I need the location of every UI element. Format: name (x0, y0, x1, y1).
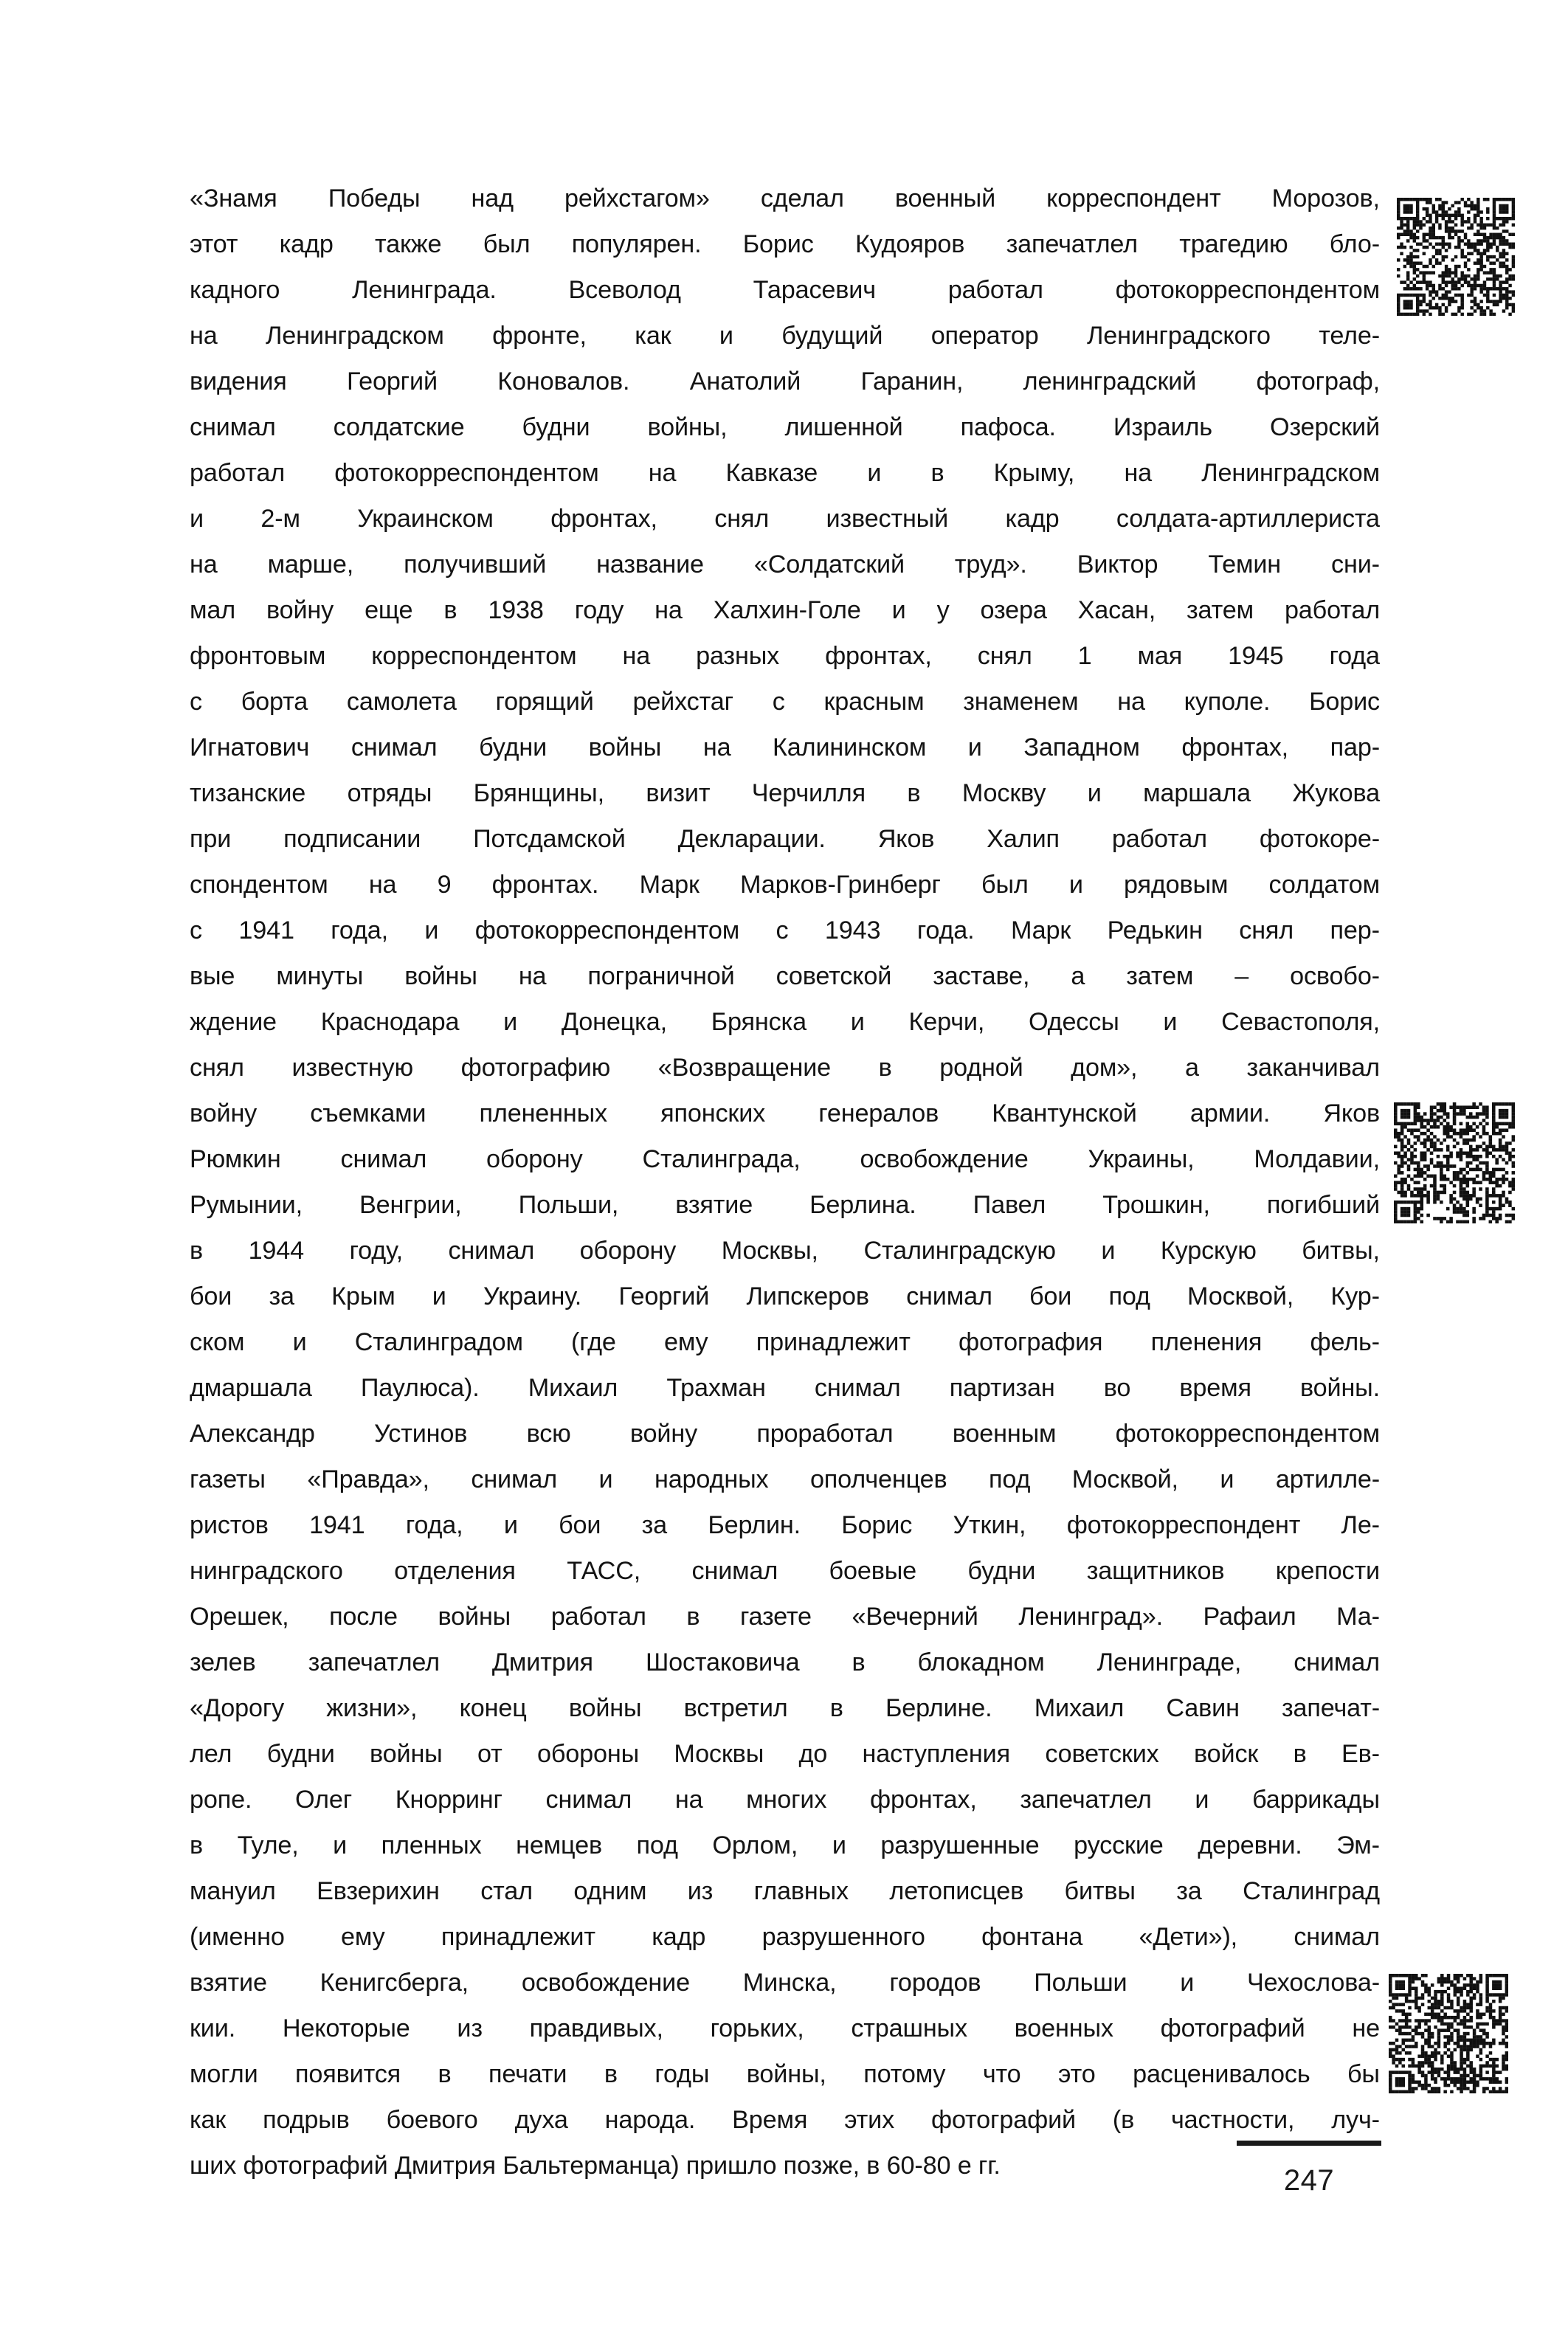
text-line: могли появится в печати в годы войны, потому что это расценивалось бы (190, 2060, 1380, 2088)
text-line: «Знамя Победы над рейхстагом» сделал военный корреспондент Морозов, (190, 184, 1380, 213)
text-line: ропе. Олег Кнорринг снимал на многих фронтах, запечатлел и баррикады (190, 1786, 1380, 1814)
qr-code-top[interactable] (1397, 198, 1515, 316)
text-line: мал войну еще в 1938 году на Халхин-Голе и у озера Хасан, затем работал (190, 596, 1380, 624)
footer-rule (1237, 2141, 1381, 2146)
text-line: (именно ему принадлежит кадр разрушенного фонтана «Дети»), снимал (190, 1923, 1380, 1951)
text-line: и 2-м Украинском фронтах, снял известный кадр солдата-артиллериста (190, 505, 1380, 533)
body-text-column (190, 176, 1380, 2189)
text-line: кии. Некоторые из правдивых, горьких, страшных военных фотографий не (190, 2014, 1380, 2042)
page-number: 247 (1283, 2164, 1335, 2197)
text-line: Александр Устинов всю войну проработал военным фотокорреспондентом (190, 1420, 1380, 1448)
text-line: «Дорогу жизни», конец войны встретил в Берлине. Михаил Савин запечат- (190, 1694, 1380, 1722)
text-line: войну съемками плененных японских генералов Квантунской армии. Яков (190, 1099, 1380, 1127)
body-paragraph (190, 176, 1380, 2189)
text-line: зелев запечатлел Дмитрия Шостаковича в блокадном Ленинграде, снимал (190, 1648, 1380, 1676)
text-line: бои за Крым и Украину. Георгий Липскеров снимал бои под Москвой, Кур- (190, 1282, 1380, 1310)
qr-code-middle[interactable] (1394, 1102, 1515, 1223)
text-line: лел будни войны от обороны Москвы до наступления советских войск в Ев- (190, 1740, 1380, 1768)
text-line: мануил Евзерихин стал одним из главных летописцев битвы за Сталинград (190, 1877, 1380, 1905)
text-line: спондентом на 9 фронтах. Марк Марков-Гринберг был и рядовым солдатом (190, 871, 1380, 899)
text-line: газеты «Правда», снимал и народных ополченцев под Москвой, и артилле- (190, 1465, 1380, 1493)
qr-code-bottom[interactable] (1389, 1974, 1508, 2093)
text-line: нинградского отделения ТАСС, снимал боевые будни защитников крепости (190, 1557, 1380, 1585)
text-line: на марше, получивший название «Солдатский труд». Виктор Темин сни- (190, 550, 1380, 578)
text-line: с 1941 года, и фотокорреспондентом с 1943 года. Марк Редькин снял пер- (190, 916, 1380, 944)
text-line: в 1944 году, снимал оборону Москвы, Сталинградскую и Курскую битвы, (190, 1237, 1380, 1265)
text-line: видения Георгий Коновалов. Анатолий Гаранин, ленинградский фотограф, (190, 367, 1380, 396)
text-line: снял известную фотографию «Возвращение в родной дом», а заканчивал (190, 1054, 1380, 1082)
text-line: в Туле, и пленных немцев под Орлом, и разрушенные русские деревни. Эм- (190, 1831, 1380, 1859)
text-line: вые минуты войны на пограничной советской заставе, а затем – освобо- (190, 962, 1380, 990)
text-line: с борта самолета горящий рейхстаг с красным знаменем на куполе. Борис (190, 688, 1380, 716)
text-line: Игнатович снимал будни войны на Калининском и Западном фронтах, пар- (190, 733, 1380, 761)
text-line: Румынии, Венгрии, Польши, взятие Берлина. Павел Трошкин, погибший (190, 1191, 1380, 1219)
text-line: ском и Сталинградом (где ему принадлежит фотография пленения фель- (190, 1328, 1380, 1356)
text-line: Рюмкин снимал оборону Сталинграда, освобождение Украины, Молдавии, (190, 1145, 1380, 1173)
text-line: ристов 1941 года, и бои за Берлин. Борис Уткин, фотокорреспондент Ле- (190, 1511, 1380, 1539)
text-line: снимал солдатские будни войны, лишенной пафоса. Израиль Озерский (190, 413, 1380, 441)
text-line: как подрыв боевого духа народа. Время этих фотографий (в частности, луч- (190, 2106, 1380, 2134)
text-line: тизанские отряды Брянщины, визит Черчилля в Москву и маршала Жукова (190, 779, 1380, 807)
text-line: фронтовым корреспондентом на разных фронтах, снял 1 мая 1945 года (190, 642, 1380, 670)
text-line: на Ленинградском фронте, как и будущий оператор Ленинградского теле- (190, 322, 1380, 350)
text-line: при подписании Потсдамской Декларации. Яков Халип работал фотокоре- (190, 825, 1380, 853)
text-line: ших фотографий Дмитрия Бальтерманца) пришло позже, в 60-80 е гг. (190, 2152, 1001, 2180)
text-line: взятие Кенигсберга, освобождение Минска, городов Польши и Чехослова- (190, 1969, 1380, 1997)
text-line: дмаршала Паулюса). Михаил Трахман снимал партизан во время войны. (190, 1374, 1380, 1402)
text-line: Орешек, после войны работал в газете «Вечерний Ленинград». Рафаил Ма- (190, 1603, 1380, 1631)
text-line: этот кадр также был популярен. Борис Кудояров запечатлел трагедию бло- (190, 230, 1380, 258)
text-line: кадного Ленинграда. Всеволод Тарасевич работал фотокорреспондентом (190, 276, 1380, 304)
text-line: работал фотокорреспондентом на Кавказе и в Крыму, на Ленинградском (190, 459, 1380, 487)
text-line: ждение Краснодара и Донецка, Брянска и Керчи, Одессы и Севастополя, (190, 1008, 1380, 1036)
